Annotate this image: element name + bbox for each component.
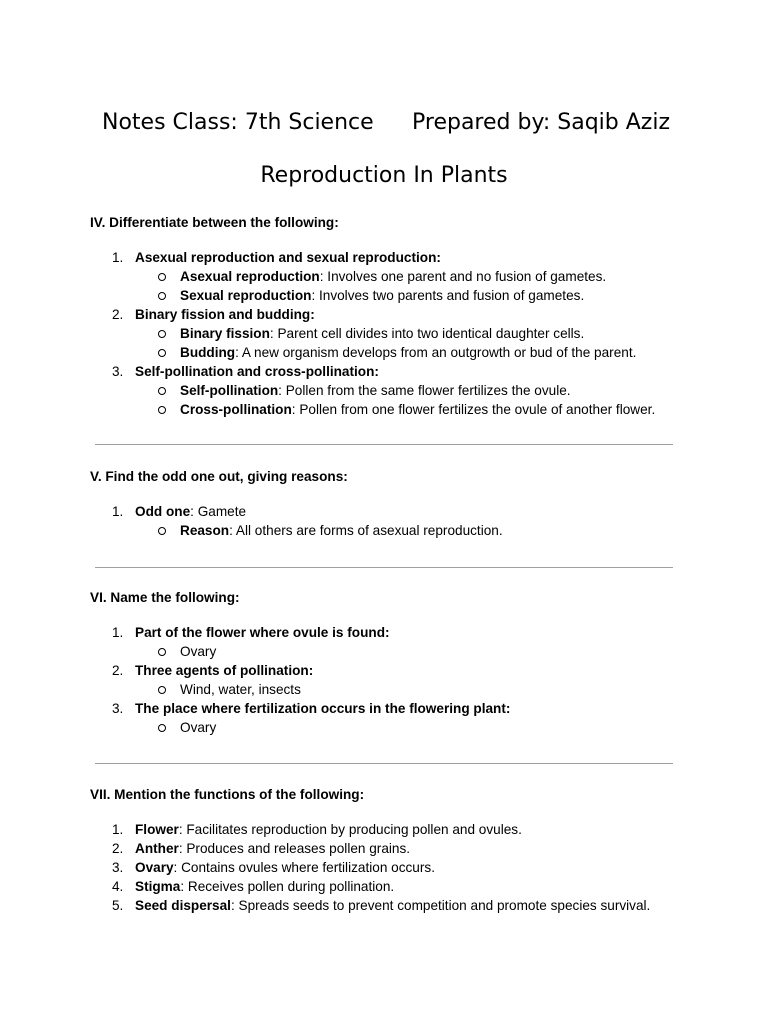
bullet-item: [90, 381, 690, 400]
list-item: [90, 820, 690, 839]
item-label: Stigma: [135, 879, 181, 894]
section-heading: VI. Name the following:: [90, 590, 240, 605]
list-item: [90, 877, 690, 896]
list-item: [90, 839, 690, 858]
list-item: [90, 858, 690, 877]
divider: [95, 567, 673, 568]
list-item: [90, 699, 690, 737]
section-differentiate: [90, 214, 690, 419]
document-header: [0, 110, 768, 142]
hollow-bullet-icon: [158, 648, 166, 656]
hollow-bullet-icon: [158, 686, 166, 694]
list-number: 5.: [112, 898, 124, 913]
list-number: 1.: [112, 250, 124, 265]
bullet-item: [90, 718, 690, 737]
section-functions: [90, 786, 690, 915]
bullet-term: Asexual reproduction: [180, 269, 320, 284]
list-number: 1.: [112, 625, 124, 640]
list-item: [90, 896, 690, 915]
bullet-text: Ovary: [180, 720, 217, 735]
numbered-list: [90, 623, 690, 737]
list-number: 2.: [112, 841, 124, 856]
item-label: Binary fission and budding:: [135, 307, 315, 322]
bullet-list: [135, 718, 690, 737]
item-label: Part of the flower where ovule is found:: [135, 625, 390, 640]
bullet-term: Binary fission: [180, 326, 270, 341]
numbered-list: [90, 820, 690, 915]
item-label: Anther: [135, 841, 179, 856]
class-label: Notes Class: 7th Science: [102, 110, 374, 135]
bullet-item: [90, 324, 690, 343]
bullet-list: [135, 267, 690, 305]
bullet-text: Wind, water, insects: [180, 682, 301, 697]
list-item: [90, 661, 690, 699]
item-text: : Receives pollen during pollination.: [180, 879, 395, 894]
item-label: Three agents of pollination:: [135, 663, 314, 678]
document-title: Reproduction In Plants: [260, 163, 508, 188]
bullet-term: Budding: [180, 345, 236, 360]
item-text: : Facilitates reproduction by producing pollen and ovules.: [178, 822, 522, 837]
bullet-text: : Involves two parents and fusion of gametes.: [311, 288, 585, 303]
item-label: Seed dispersal: [135, 898, 231, 913]
list-number: 4.: [112, 879, 124, 894]
bullet-item: [90, 521, 690, 540]
hollow-bullet-icon: [158, 273, 166, 281]
bullet-term: Cross-pollination: [180, 402, 292, 417]
item-text: : Spreads seeds to prevent competition and promote species survival.: [230, 898, 651, 913]
section-heading: V. Find the odd one out, giving reasons:: [90, 469, 348, 484]
list-number: 1.: [112, 822, 124, 837]
bullet-item: [90, 642, 690, 661]
hollow-bullet-icon: [158, 387, 166, 395]
bullet-list: [135, 324, 690, 362]
bullet-list: [135, 642, 690, 661]
bullet-list: [135, 381, 690, 419]
bullet-text: : Parent cell divides into two identical daughter cells.: [269, 326, 585, 341]
bullet-text: : Involves one parent and no fusion of gametes.: [319, 269, 607, 284]
item-label: Flower: [135, 822, 179, 837]
hollow-bullet-icon: [158, 527, 166, 535]
numbered-list: [90, 248, 690, 419]
bullet-item: [90, 680, 690, 699]
author-label: Prepared by: Saqib Aziz: [412, 110, 671, 135]
list-number: 1.: [112, 504, 124, 519]
section-odd-one-out: [90, 468, 690, 540]
list-item: [90, 502, 690, 540]
bullet-text: : A new organism develops from an outgrowth or bud of the parent.: [235, 345, 637, 360]
item-label: Self-pollination and cross-pollination:: [135, 364, 379, 379]
bullet-text: : All others are forms of asexual reproduction.: [229, 523, 503, 538]
item-text: : Gamete: [190, 504, 247, 519]
list-number: 3.: [112, 860, 124, 875]
bullet-list: [135, 521, 690, 540]
item-text: : Contains ovules where fertilization occurs.: [173, 860, 435, 875]
bullet-item: [90, 343, 690, 362]
bullet-list: [135, 680, 690, 699]
bullet-text: : Pollen from one flower fertilizes the ovule of another flower.: [291, 402, 656, 417]
list-item: [90, 623, 690, 661]
hollow-bullet-icon: [158, 724, 166, 732]
bullet-term: Self-pollination: [180, 383, 279, 398]
bullet-term: Reason: [180, 523, 230, 538]
list-number: 3.: [112, 364, 124, 379]
item-text: : Produces and releases pollen grains.: [178, 841, 411, 856]
bullet-text: Ovary: [180, 644, 217, 659]
item-label: Asexual reproduction and sexual reproduction:: [135, 250, 441, 265]
section-heading: VII. Mention the functions of the following:: [90, 787, 365, 802]
list-item: [90, 248, 690, 305]
section-name-the-following: [90, 589, 690, 737]
hollow-bullet-icon: [158, 330, 166, 338]
list-item: [90, 362, 690, 419]
numbered-list: [90, 502, 690, 540]
item-label: Odd one: [135, 504, 191, 519]
hollow-bullet-icon: [158, 406, 166, 414]
hollow-bullet-icon: [158, 292, 166, 300]
divider: [95, 763, 673, 764]
item-label: Ovary: [135, 860, 174, 875]
section-heading: IV. Differentiate between the following:: [90, 215, 339, 230]
bullet-text: : Pollen from the same flower fertilizes the ovule.: [278, 383, 571, 398]
bullet-item: [90, 400, 690, 419]
hollow-bullet-icon: [158, 349, 166, 357]
list-number: 2.: [112, 307, 124, 322]
item-label: The place where fertilization occurs in the flowering plant:: [135, 701, 511, 716]
bullet-item: [90, 267, 690, 286]
list-number: 2.: [112, 663, 124, 678]
bullet-item: [90, 286, 690, 305]
divider: [95, 444, 673, 445]
list-number: 3.: [112, 701, 124, 716]
list-item: [90, 305, 690, 362]
bullet-term: Sexual reproduction: [180, 288, 312, 303]
